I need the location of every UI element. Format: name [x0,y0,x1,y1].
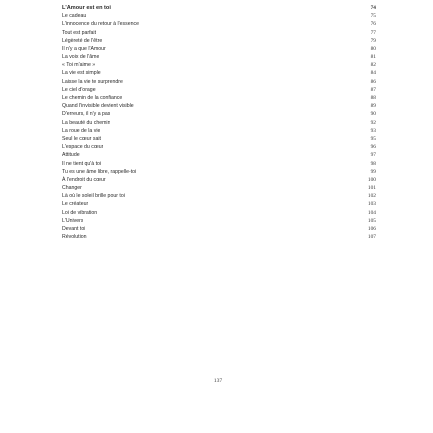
toc-entry [62,94,376,102]
toc-entry-title: La vie est simple [62,70,101,77]
toc-entry-page: 84 [370,70,376,77]
toc-entry [62,61,376,69]
toc-entry [62,209,376,217]
toc-entry [62,12,376,20]
toc-entry-title: Devant toi [62,226,86,233]
toc-entry [62,184,376,192]
toc-entry-page: 93 [370,127,376,134]
toc-entry [62,151,376,159]
toc-entry [62,201,376,209]
toc-entry-page: 88 [370,95,376,102]
toc-entry-page: 97 [370,152,376,159]
toc-entry [62,176,376,184]
toc-entry [62,160,376,168]
toc-entry-page: 106 [367,226,376,233]
toc-entry-page: 102 [367,193,376,200]
toc-entry-title: L'Univers [62,217,84,224]
toc-entry-title: Attitude [62,152,80,159]
toc-entry-title: Quand l'invisible devient visible [62,103,134,110]
toc-entry-title: Il n'y a que l'Amour [62,45,106,52]
toc-entry-page: 89 [370,103,376,110]
toc-entry-title: Révolution [62,234,87,241]
toc-entry-page: 86 [370,78,376,85]
toc-entry-title: L'innocence du retour à l'essence [62,21,139,28]
toc-entry [62,192,376,200]
toc-entry [62,225,376,233]
toc-entry-title: Tout est parfait [62,29,97,36]
toc-entry [62,37,376,45]
toc-entry-page: 99 [370,168,376,175]
toc-entry-title: À l'endroit du cœur [62,176,106,183]
toc-entry-title: Il ne tient qu'à toi [62,160,102,167]
toc-entry-page: 77 [370,29,376,36]
toc-entry [62,127,376,135]
toc-entry [62,110,376,118]
toc-entry [62,4,376,12]
page-number: 137 [213,378,223,384]
toc-entry [62,78,376,86]
toc-entry-title: Là où le soleil brille pour toi [62,193,125,200]
toc-entry-page: 79 [370,37,376,44]
toc-entry-title: « Toi m'aime » [62,62,96,69]
toc-entry-page: 104 [367,209,376,216]
table-of-contents [62,4,376,241]
toc-entry [62,217,376,225]
toc-entry-title: La roue de la vie [62,127,101,134]
toc-entry-page: 103 [367,201,376,208]
toc-entry-page: 76 [370,21,376,28]
toc-entry [62,45,376,53]
toc-entry-title: L'espace du cœur [62,144,104,151]
toc-entry-title: Le créateur [62,201,89,208]
toc-entry [62,86,376,94]
toc-entry-title: Laisse la vie te surprendre [62,78,123,85]
toc-entry [62,20,376,28]
toc-entry-page: 95 [370,135,376,142]
toc-entry [62,70,376,78]
toc-entry [62,135,376,143]
toc-entry-page: 105 [367,217,376,224]
toc-entry [62,53,376,61]
toc-entry-page: 82 [370,62,376,69]
toc-entry [62,143,376,151]
toc-entry-title: D'erreurs, il n'y a pas [62,111,111,118]
toc-entry-page: 80 [370,45,376,52]
toc-entry-title: Tu es une âme libre, rappelle-toi [62,168,137,175]
toc-entry-page: 101 [367,185,376,192]
toc-entry-page: 87 [370,86,376,93]
toc-entry-title: Légèreté de l'être [62,37,103,44]
toc-entry-page: 98 [370,160,376,167]
toc-entry-page: 75 [370,13,376,20]
toc-entry-title: La beauté du chemin [62,119,111,126]
toc-entry-title: Changer [62,185,82,192]
toc-entry-page: 74 [370,4,376,11]
toc-entry [62,119,376,127]
toc-entry-title: Le ciel d'orage [62,86,96,93]
toc-entry [62,168,376,176]
toc-entry-page: 81 [370,54,376,61]
toc-entry-title: Loi de vibration [62,209,98,216]
toc-entry-page: 90 [370,111,376,118]
toc-entry [62,29,376,37]
toc-entry-title: Le chemin de la confiance [62,95,123,102]
toc-entry-page: 92 [370,119,376,126]
toc-entry-title: Le cadeau [62,13,87,20]
toc-entry-title: L'Amour est en toi [62,4,111,11]
toc-entry-page: 96 [370,144,376,151]
toc-entry-page: 107 [367,234,376,241]
toc-entry [62,102,376,110]
toc-entry [62,233,376,241]
toc-entry-title: Seul le cœur sait [62,135,101,142]
toc-entry-page: 100 [367,176,376,183]
toc-entry-title: La voix de l'âme [62,54,100,61]
